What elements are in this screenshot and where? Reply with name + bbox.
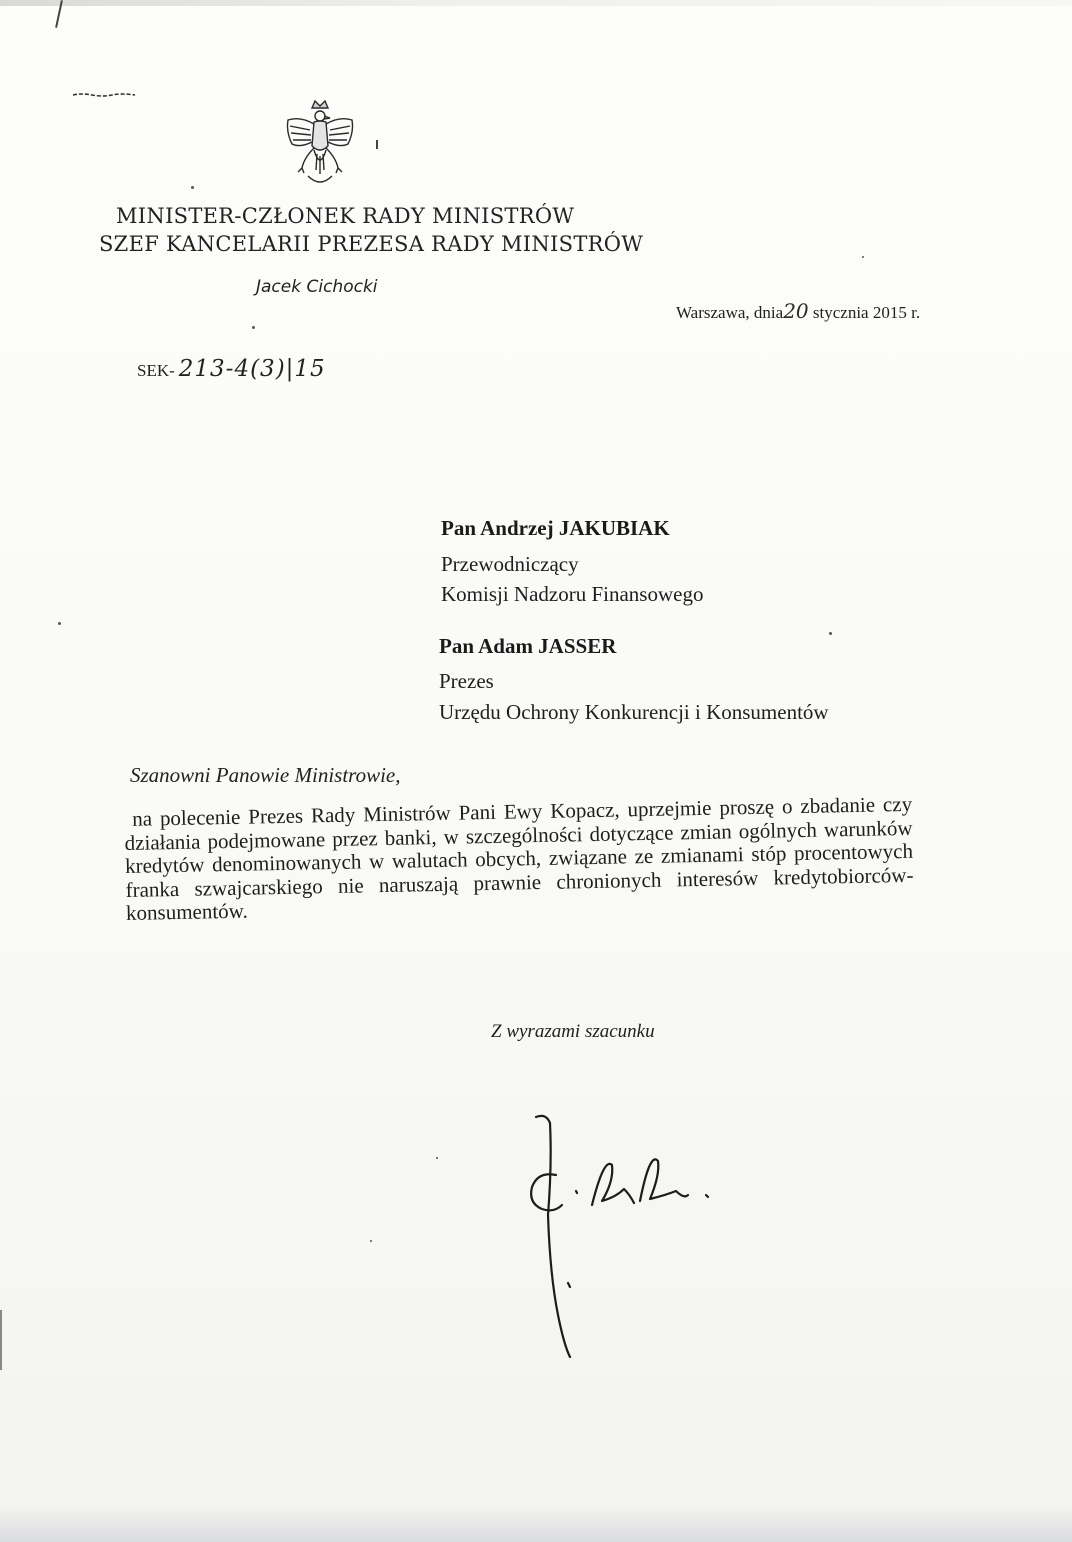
scan-speck	[436, 1157, 438, 1159]
scan-speck	[829, 632, 832, 635]
scan-speck	[252, 326, 255, 329]
scan-speck	[191, 186, 194, 189]
polish-eagle-emblem-icon	[282, 98, 358, 190]
header-title-line1: MINISTER-CZŁONEK RADY MINISTRÓW	[116, 204, 575, 228]
handwritten-signature-icon	[520, 1105, 740, 1365]
reference-label: SEK-	[137, 361, 175, 380]
date-line	[676, 299, 920, 323]
recipient-1-role: Przewodniczący	[441, 552, 579, 576]
scan-scratch	[0, 1310, 2, 1370]
header-title-line2: SZEF KANCELARII PREZESA RADY MINISTRÓW	[99, 232, 644, 256]
date-prefix: Warszawa, dnia	[676, 303, 784, 322]
recipient-1-name: Pan Andrzej JAKUBIAK	[441, 516, 670, 540]
salutation: Szanowni Panowie Ministrowie,	[130, 763, 401, 787]
scan-scratch	[376, 140, 378, 149]
recipient-2-institution: Urzędu Ochrony Konkurencji i Konsumentów	[439, 700, 829, 724]
recipient-2-name: Pan Adam JASSER	[439, 634, 617, 658]
date-suffix: stycznia 2015 r.	[812, 303, 921, 322]
reference-number	[137, 356, 326, 382]
scan-speck	[370, 1240, 372, 1242]
minister-name: Jacek Cichocki	[256, 277, 378, 297]
reference-handwritten: 213-4(3)|15	[178, 356, 326, 382]
scan-speck	[862, 256, 864, 258]
scan-edge-top	[0, 0, 1072, 6]
letter-body: na polecenie Prezes Rady Ministrów Pani Ewy Kopacz, uprzejmie proszę o zbadanie czy działania podejmowane przez banki, w szczególności dotyczące zmian ogólnych warunków kredytów denominowanych w walutach obcych, związane ze zmianami stóp procentowych franka szwajcarskiego nie naruszają prawnie chronionych interesów kredytobiorców-konsumentów.	[124, 791, 914, 925]
stamp-mark-icon	[72, 92, 136, 98]
scan-speck	[58, 622, 61, 625]
closing: Z wyrazami szacunku	[491, 1021, 655, 1042]
date-day-handwritten: 20	[783, 299, 809, 323]
recipient-2-role: Prezes	[439, 669, 494, 693]
recipient-1-institution: Komisji Nadzoru Finansowego	[441, 582, 704, 606]
scan-edge-bottom	[0, 1505, 1072, 1542]
